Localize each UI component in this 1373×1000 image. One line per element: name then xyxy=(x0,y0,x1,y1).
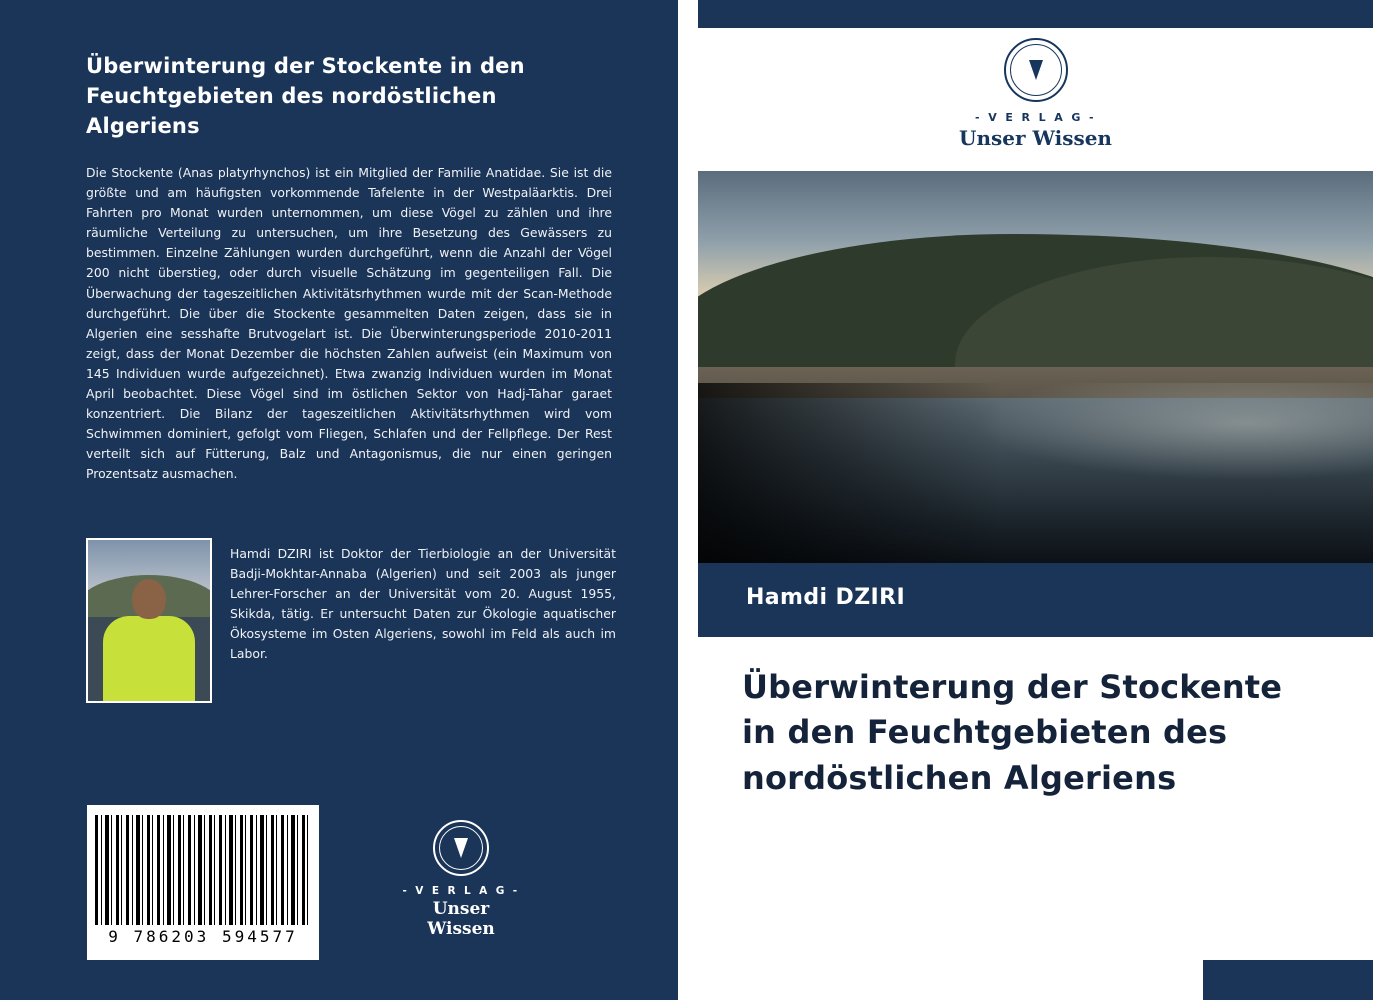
photo-person-head xyxy=(132,579,166,619)
cover-photograph xyxy=(698,171,1373,563)
publisher-name-back: Unser Wissen xyxy=(427,899,495,939)
cover-photo-water-reflection xyxy=(955,383,1373,485)
author-name-bar xyxy=(698,563,1373,637)
bottom-right-accent-block xyxy=(1203,960,1373,1000)
front-cover-top-bar xyxy=(698,0,1373,28)
front-cover-title: Überwinterung der Stockente in den Feuchtgebieten des nordöstlichen Algeriens xyxy=(742,668,1283,797)
quill-nib-icon xyxy=(454,838,468,858)
author-name: Hamdi DZIRI xyxy=(746,585,906,610)
back-cover-panel xyxy=(0,0,678,1000)
publisher-seal-icon xyxy=(433,820,489,876)
barcode-bars xyxy=(95,815,311,925)
back-cover-abstract: Die Stockente (Anas platyrhynchos) ist ein Mitglied der Familie Anatidae. Sie ist die größte und am häufigsten vorkommende Tafelente in der Westpaläarktis. Drei Fahrten pro Monat wurden unternommen, um diese Vögel zu zählen und ihre räumliche Verteilung zu untersuchen, um ihre Besetzung des Gewässers zu bestimmen. Einzelne Zählungen wurden durchgeführt, wenn die Anzahl der Vögel 200 nicht überstieg, oder durch visuelle Schätzung im gegenteiligen Fall. Die Überwachung der tageszeitlichen Aktivitätsrhythmen wurde mit der Scan-Methode durchgeführt. Die über die Stockente gesammelten Daten zeigen, dass sie in Algerien eine sesshafte Brutvogelart ist. Die Überwinterungsperiode 2010-2011 zeigt, dass der Monat Dezember die höchsten Zahlen aufweist (ein Maximum von 145 Individuen wurde aufgezeichnet). Etwa zwanzig Individuen wurden im Monat April beobachtet. Diese Vögel sind im östlichen Sektor von Hadj-Tahar garaet konzentriert. Die Bilanz der tageszeitlichen Aktivitätsrhythmen wird vom Schwimmen dominiert, gefolgt vom Fliegen, Schlafen und der Fellpflege. Der Rest verteilt sich auf Fütterung, Balz und Antagonismus, die nur einen geringen Prozentsatz ausmachen. xyxy=(86,165,612,482)
barcode xyxy=(87,805,319,960)
back-cover-title: Überwinterung der Stockente in den Feuchtgebieten des nordöstlichen Algeriens xyxy=(86,54,525,138)
publisher-logo-back xyxy=(398,820,524,939)
photo-person-shirt xyxy=(103,616,195,703)
publisher-verlag-label-front: - V E R L A G - xyxy=(975,111,1096,124)
barcode-number: 9 786203 594577 xyxy=(108,927,298,946)
publisher-logo-front xyxy=(698,38,1373,150)
publisher-name-front: Unser Wissen xyxy=(959,126,1112,150)
author-biography: Hamdi DZIRI ist Doktor der Tierbiologie an der Universität Badji-Mokhtar-Annaba (Algerien) und seit 2003 als junger Lehrer-Forscher an der Universität vom 20. August 1955, Skikda, tätig. Er untersucht Daten zur Ökologie aquatischer Ökosysteme im Osten Algeriens, sowohl im Feld als auch im Labor. xyxy=(230,546,616,662)
quill-nib-icon-front xyxy=(1029,60,1043,80)
book-spine xyxy=(678,0,698,1000)
publisher-verlag-label: - V E R L A G - xyxy=(402,885,520,897)
cover-photo-shadow xyxy=(698,383,1002,563)
publisher-seal-icon-front xyxy=(1004,38,1068,102)
author-photo xyxy=(86,538,212,703)
